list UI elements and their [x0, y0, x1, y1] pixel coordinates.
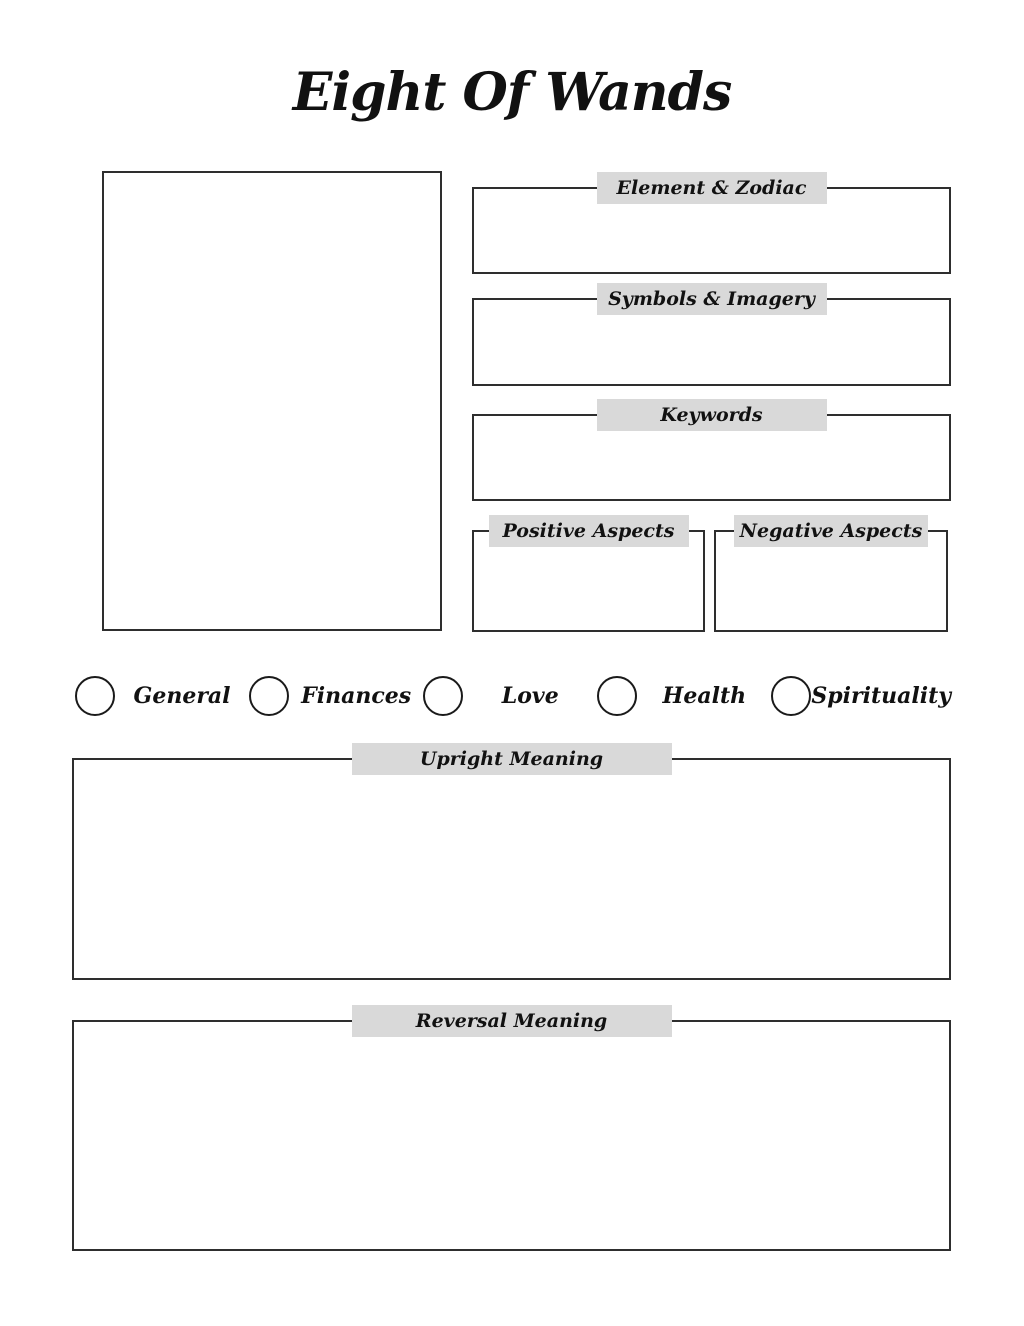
- negative-aspects-input-box[interactable]: [714, 520, 948, 632]
- upright-meaning-header: Upright Meaning: [352, 743, 672, 775]
- positive-aspects-header: Positive Aspects: [489, 515, 689, 547]
- category-item-health: [597, 676, 771, 716]
- reversal-meaning-header: Reversal Meaning: [352, 1005, 672, 1037]
- element-zodiac-header: Element & Zodiac: [597, 172, 827, 204]
- category-label-finances: Finances: [301, 683, 412, 709]
- upright-meaning-input-box[interactable]: [72, 748, 951, 980]
- category-item-spirituality: [771, 676, 951, 716]
- card-image-box[interactable]: [102, 171, 442, 631]
- symbols-imagery-header: Symbols & Imagery: [597, 283, 827, 315]
- category-item-finances: [249, 676, 423, 716]
- category-item-love: [423, 676, 597, 716]
- category-item-general: [75, 676, 249, 716]
- category-radio-spirituality[interactable]: [771, 676, 811, 716]
- keywords-input-box[interactable]: [472, 404, 951, 501]
- element-zodiac-input-box[interactable]: [472, 177, 951, 274]
- category-radio-finances[interactable]: [249, 676, 289, 716]
- positive-aspects-input-box[interactable]: [472, 520, 705, 632]
- category-selector-row: [75, 676, 951, 716]
- reversal-meaning-input-box[interactable]: [72, 1010, 951, 1251]
- category-radio-health[interactable]: [597, 676, 637, 716]
- negative-aspects-header: Negative Aspects: [734, 515, 928, 547]
- category-label-love: Love: [501, 683, 559, 709]
- category-label-spirituality: Spirituality: [811, 683, 952, 709]
- category-label-general: General: [133, 683, 231, 709]
- keywords-header: Keywords: [597, 399, 827, 431]
- page-title: Eight Of Wands: [292, 62, 732, 123]
- category-radio-general[interactable]: [75, 676, 115, 716]
- category-label-health: Health: [662, 683, 747, 709]
- category-radio-love[interactable]: [423, 676, 463, 716]
- symbols-imagery-input-box[interactable]: [472, 288, 951, 386]
